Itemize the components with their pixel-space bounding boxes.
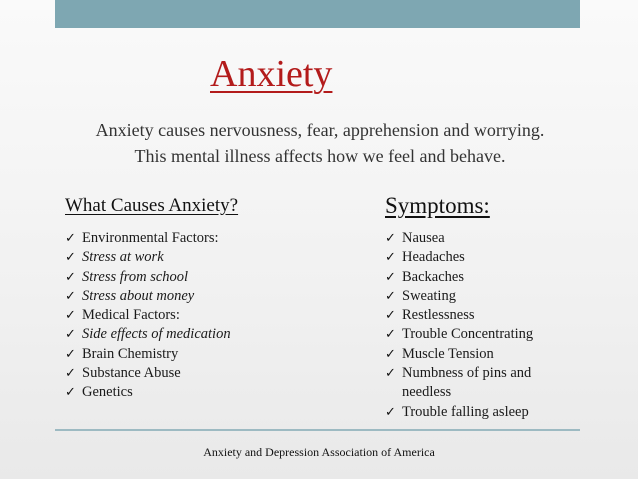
checkmark-icon: ✓ bbox=[385, 269, 396, 285]
list-item bbox=[65, 306, 231, 325]
checkmark-icon: ✓ bbox=[385, 404, 396, 420]
list-item-label: Stress from school bbox=[82, 268, 189, 285]
list-item bbox=[385, 325, 565, 344]
list-item-label: Stress about money bbox=[82, 287, 195, 304]
list-item bbox=[65, 287, 231, 306]
list-item bbox=[385, 248, 565, 267]
checkmark-icon: ✓ bbox=[65, 385, 76, 401]
list-item-label: Medical Factors: bbox=[82, 307, 180, 324]
bottom-divider bbox=[55, 429, 580, 431]
top-accent-band bbox=[55, 0, 580, 28]
list-item-label: Sweating bbox=[402, 287, 456, 304]
list-item bbox=[385, 364, 565, 403]
list-item-label: Numbness of pins and needless bbox=[402, 365, 532, 401]
list-item-label: Muscle Tension bbox=[402, 345, 494, 362]
symptoms-list bbox=[385, 229, 565, 422]
checkmark-icon: ✓ bbox=[65, 327, 76, 343]
list-item-label: Substance Abuse bbox=[82, 365, 181, 382]
checkmark-icon: ✓ bbox=[65, 250, 76, 266]
list-item bbox=[65, 248, 231, 267]
list-item-label: Side effects of medication bbox=[82, 326, 231, 343]
causes-list bbox=[65, 229, 231, 403]
list-item-label: Nausea bbox=[402, 230, 445, 246]
intro-paragraph: Anxiety causes nervousness, fear, apprehension and worrying. This mental illness affects how we feel and behave. bbox=[95, 120, 545, 166]
list-item bbox=[385, 268, 565, 287]
list-item bbox=[65, 268, 231, 287]
list-item-label: Stress at work bbox=[82, 249, 164, 266]
checkmark-icon: ✓ bbox=[65, 366, 76, 382]
list-item-label: Genetics bbox=[82, 384, 133, 401]
list-item-label: Environmental Factors: bbox=[82, 230, 219, 246]
list-item bbox=[385, 287, 565, 306]
list-item bbox=[385, 345, 565, 364]
checkmark-icon: ✓ bbox=[65, 231, 76, 246]
slide-title: Anxiety bbox=[210, 53, 333, 95]
list-item-label: Trouble Concentrating bbox=[402, 326, 534, 343]
checkmark-icon: ✓ bbox=[385, 346, 396, 362]
list-item bbox=[385, 403, 565, 422]
list-item-label: Trouble falling asleep bbox=[402, 403, 529, 420]
checkmark-icon: ✓ bbox=[385, 250, 396, 266]
list-item bbox=[65, 345, 231, 364]
checkmark-icon: ✓ bbox=[385, 308, 396, 324]
list-item-label: Restlessness bbox=[402, 307, 475, 324]
checkmark-icon: ✓ bbox=[385, 327, 396, 343]
checkmark-icon: ✓ bbox=[65, 308, 76, 324]
list-item bbox=[65, 325, 231, 344]
checkmark-icon: ✓ bbox=[385, 231, 396, 246]
causes-heading: What Causes Anxiety? bbox=[65, 195, 239, 216]
list-item bbox=[385, 306, 565, 325]
footer-source: Anxiety and Depression Association of America bbox=[203, 445, 435, 459]
list-item bbox=[65, 383, 231, 402]
list-item-label: Headaches bbox=[402, 249, 465, 266]
checkmark-icon: ✓ bbox=[385, 288, 396, 304]
list-item bbox=[385, 229, 565, 248]
list-item-label: Brain Chemistry bbox=[82, 345, 179, 362]
list-item bbox=[65, 229, 231, 248]
checkmark-icon: ✓ bbox=[65, 288, 76, 304]
checkmark-icon: ✓ bbox=[385, 366, 396, 382]
symptoms-heading: Symptoms: bbox=[385, 193, 490, 218]
list-item bbox=[65, 364, 231, 383]
checkmark-icon: ✓ bbox=[65, 269, 76, 285]
list-item-label: Backaches bbox=[402, 268, 464, 285]
checkmark-icon: ✓ bbox=[65, 346, 76, 362]
